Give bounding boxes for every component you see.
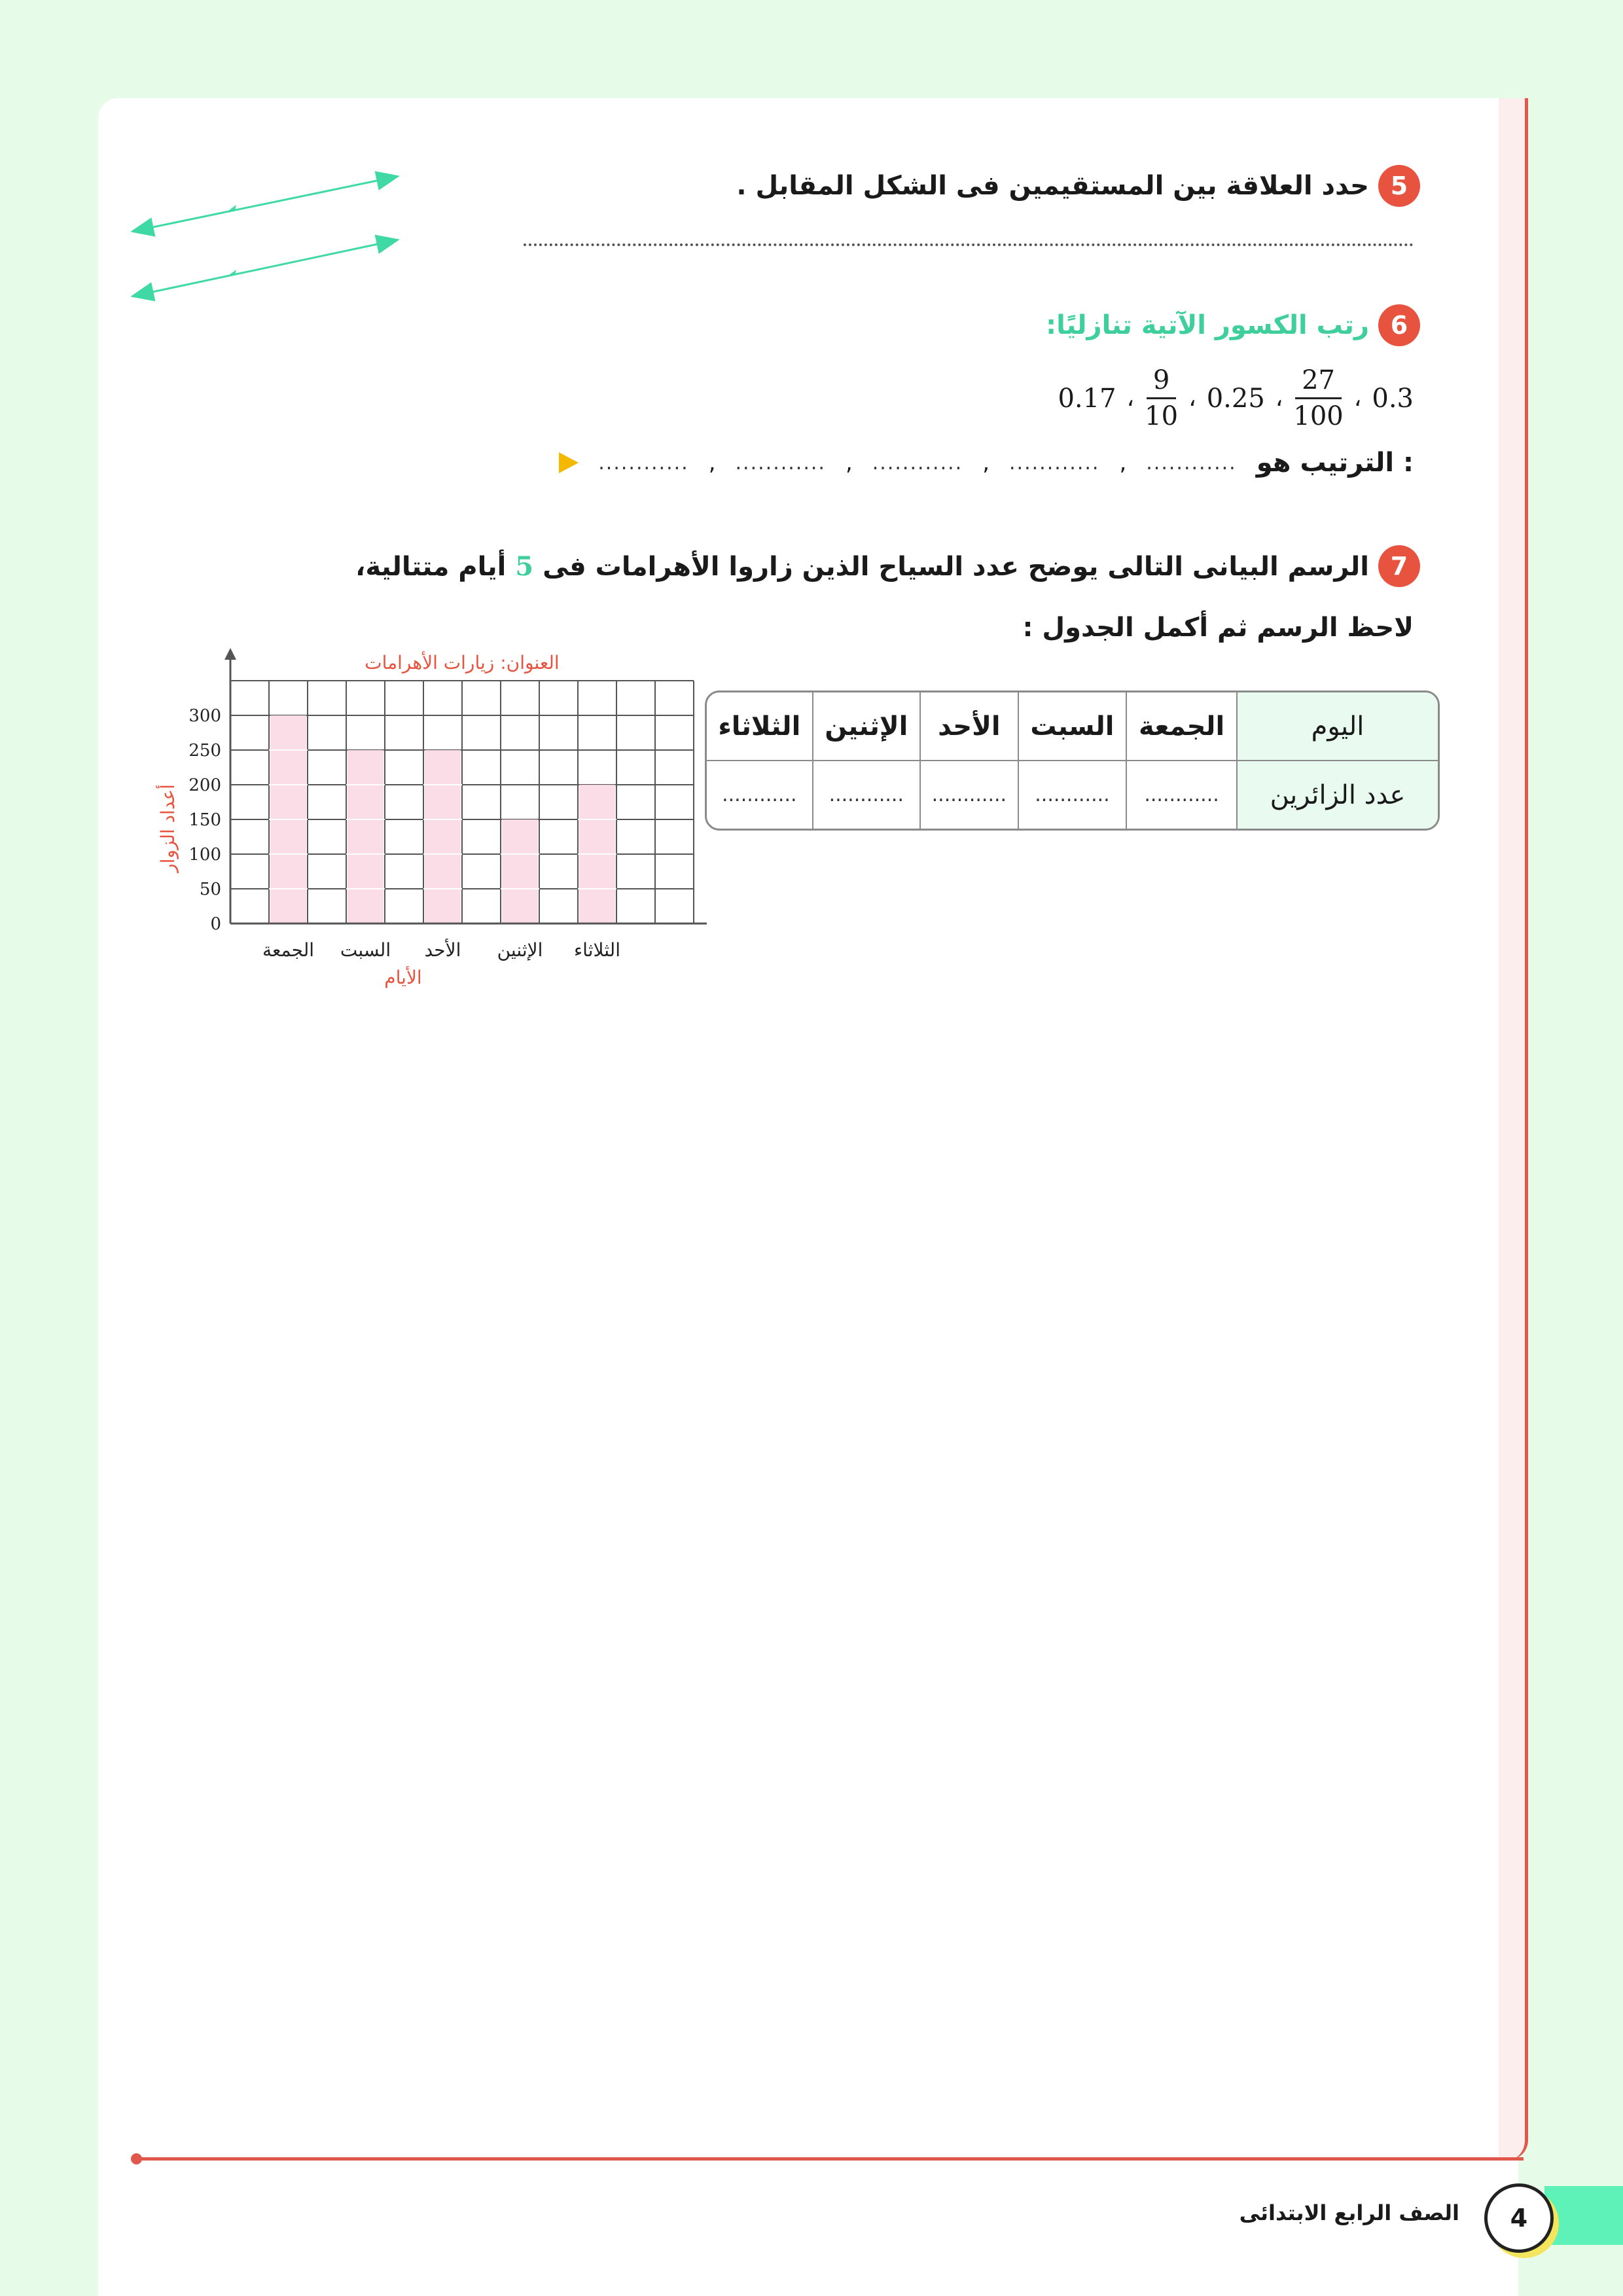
order-blank[interactable]: ............: [1009, 451, 1100, 475]
fraction: [1293, 363, 1343, 433]
separator: ،: [1353, 385, 1362, 412]
x-axis-label: الأيام: [384, 967, 422, 988]
y-tick-label: 200: [188, 776, 221, 795]
question-number: 6: [1378, 304, 1420, 346]
mid-arrow-lower: [226, 270, 236, 278]
order-blank[interactable]: ............: [1146, 451, 1237, 475]
question-6: [1046, 304, 1420, 346]
table-blank-cell[interactable]: ............: [722, 783, 797, 806]
page-edge: [1499, 98, 1528, 2160]
separator: ،: [1275, 385, 1283, 412]
table-day-cell: الثلاثاء: [707, 692, 812, 761]
page-number: 4: [1484, 2183, 1554, 2253]
comma: ,: [708, 450, 716, 476]
x-tick-label: الأحد: [424, 939, 461, 961]
table-blank-cell[interactable]: ............: [812, 761, 919, 829]
answer-line[interactable]: [524, 243, 1414, 246]
decimal-value: 0.3: [1372, 383, 1414, 414]
decimal-value: 0.17: [1058, 383, 1116, 414]
y-tick-label: 150: [188, 810, 221, 830]
instruction-text: لاحظ الرسم ثم أكمل الجدول :: [1022, 613, 1414, 643]
denominator: 100: [1293, 401, 1344, 431]
bar: [502, 819, 538, 924]
footer-title: الصف الرابع الابتدائى: [1239, 2200, 1459, 2225]
order-blank[interactable]: ............: [872, 451, 963, 475]
table-header-row: [707, 692, 1438, 761]
denominator: 10: [1145, 401, 1179, 431]
table-day-cell: الجمعة: [1126, 692, 1236, 761]
bar-chart: [151, 641, 707, 995]
table-day-cell: السبت: [1018, 692, 1126, 761]
table-row-label: اليوم: [1236, 692, 1438, 761]
footer-tab: [1544, 2186, 1623, 2245]
y-tick-label: 300: [188, 706, 221, 726]
order-label: الترتيب هو :: [1256, 448, 1414, 478]
question-text-part: الرسم البيانى التالى يوضح عدد السياح الذين زاروا الأهرامات فى: [543, 551, 1369, 582]
table-blank-cell[interactable]: ............: [1126, 761, 1236, 829]
table-day-cell: الإثنين: [812, 692, 919, 761]
line-lower: [134, 240, 396, 296]
parallel-lines-figure: [128, 167, 409, 308]
y-tick-label: 250: [188, 741, 221, 761]
separator: ،: [1126, 385, 1135, 412]
question-text-part: أيام متتالية،: [355, 551, 507, 582]
highlight-number: 5: [515, 550, 534, 582]
y-tick-label: 50: [199, 880, 221, 899]
y-axis-arrow-icon: [224, 648, 236, 660]
table-row-label: عدد الزائرين: [1236, 761, 1438, 829]
y-tick-label: 0: [210, 914, 221, 934]
order-blank[interactable]: ............: [598, 451, 689, 475]
x-tick-label: الثلاثاء: [574, 939, 620, 961]
order-blank[interactable]: ............: [735, 451, 826, 475]
question-number: 5: [1378, 165, 1420, 207]
question-text: [355, 551, 1369, 582]
order-answer-row: [559, 448, 1414, 478]
bar: [425, 750, 461, 924]
comma: ,: [845, 450, 853, 476]
comma: ,: [982, 450, 990, 476]
x-tick-label: السبت: [340, 939, 391, 961]
table-blank-cell[interactable]: ............: [919, 761, 1018, 829]
bar: [348, 750, 383, 924]
question-7: [355, 545, 1420, 587]
play-arrow-icon: [559, 452, 579, 473]
table-day-cell: الأحد: [919, 692, 1018, 761]
comma: ,: [1119, 450, 1127, 476]
line-upper: [134, 177, 396, 231]
table-answer-row: [707, 761, 1438, 829]
separator: ،: [1188, 385, 1196, 412]
y-axis-label: أعداد الزوار: [157, 784, 179, 872]
fraction-list: [1058, 363, 1414, 433]
question-5: [736, 165, 1420, 207]
question-number: 7: [1378, 545, 1420, 587]
numerator: 9: [1147, 363, 1176, 399]
decimal-value: 0.25: [1206, 383, 1265, 414]
question-text: حدد العلاقة بين المستقيمين فى الشكل المقابل .: [736, 171, 1369, 201]
y-tick-label: 100: [188, 845, 221, 865]
x-tick-label: الجمعة: [262, 939, 315, 961]
chart-title: العنوان: زيارات الأهرامات: [365, 652, 560, 673]
question-text: رتب الكسور الآتية تنازليًا:: [1046, 310, 1369, 340]
footer-line: [136, 2157, 1524, 2161]
fraction: [1145, 363, 1178, 433]
table-blank-cell[interactable]: ............: [1018, 761, 1126, 829]
x-tick-label: الإثنين: [497, 939, 543, 961]
visitors-table: [705, 691, 1440, 831]
numerator: 27: [1295, 363, 1342, 399]
